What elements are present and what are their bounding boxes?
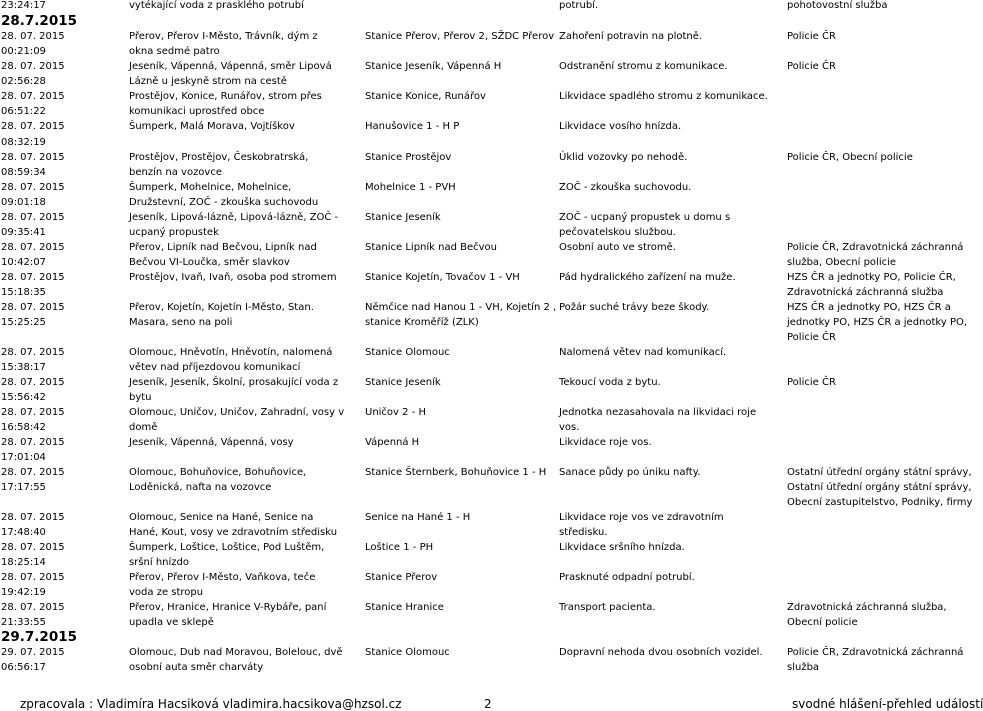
other-agencies-cell: HZS ČR a jednotky PO, HZS ČR a [787, 302, 951, 313]
event-description-cell: Likvidace vosího hnízda. [559, 121, 682, 132]
event-datetime-cell: 28. 07. 2015 [1, 377, 65, 388]
event-datetime-cell: 28. 07. 2015 [1, 242, 65, 253]
other-agencies-cell: Obecní zastupitelstvo, Podniky, firmy [787, 497, 973, 508]
event-description-cell: Odstranění stromu z komunikace. [559, 61, 728, 72]
event-location-cell: vytékající voda z prasklého potrubí [129, 0, 304, 11]
event-datetime-cell: 15:38:17 [1, 362, 46, 373]
event-datetime-cell: 06:56:17 [1, 662, 46, 673]
event-datetime-cell: 08:59:34 [1, 167, 46, 178]
event-description-cell: středisku. [559, 527, 608, 538]
event-location-cell: sršní hnízdo [129, 557, 189, 568]
event-datetime-cell: 18:25:14 [1, 557, 46, 568]
responding-unit-cell: Vápenná H [365, 437, 420, 448]
event-location-cell: Jeseník, Vápenná, Vápenná, vosy [129, 437, 294, 448]
responding-unit-cell: Stanice Hranice [365, 602, 444, 613]
event-datetime-cell: 28. 07. 2015 [1, 572, 65, 583]
event-description-cell: Likvidace roje vos. [559, 437, 652, 448]
other-agencies-cell: pohotovostní služba [787, 0, 888, 11]
event-location-cell: Šumperk, Mohelnice, Mohelnice, [129, 182, 292, 193]
footer-title: svodné hlášení-přehled událostí [792, 697, 983, 711]
other-agencies-cell: Zdravotnická záchranná služba [787, 287, 944, 298]
event-description-cell: Prasknuté odpadní potrubí. [559, 572, 695, 583]
event-location-cell: Šumperk, Malá Morava, Vojtíškov [129, 121, 295, 132]
event-description-cell: Požár suché trávy beze škody. [559, 302, 710, 313]
event-datetime-cell: 28. 07. 2015 [1, 272, 65, 283]
responding-unit-cell: Stanice Jeseník [365, 377, 441, 388]
event-location-cell: komunikaci uprostřed obce [129, 106, 265, 117]
event-datetime-cell: 28. 07. 2015 [1, 121, 65, 132]
other-agencies-cell: Ostatní útřední orgány státní správy, [787, 482, 972, 493]
event-description-cell: Sanace půdy po úniku nafty. [559, 467, 701, 478]
responding-unit-cell: Loštice 1 - PH [365, 542, 434, 553]
event-location-cell: Olomouc, Hněvotín, Hněvotín, nalomená [129, 347, 333, 358]
event-location-cell: Hané, Kout, vosy ve zdravotním středisku [129, 527, 338, 538]
event-location-cell: Přerov, Přerov I-Město, Trávník, dým z [129, 31, 318, 42]
event-datetime-cell: 28. 07. 2015 [1, 467, 65, 478]
event-datetime-cell: 16:58:42 [1, 422, 46, 433]
event-datetime-cell: 29. 07. 2015 [1, 647, 65, 658]
event-location-cell: Olomouc, Bohuňovice, Bohuňovice, [129, 467, 307, 478]
event-location-cell: domě [129, 422, 158, 433]
event-location-cell: Olomouc, Uničov, Uničov, Zahradní, vosy v [129, 407, 345, 418]
event-datetime-cell: 28. 07. 2015 [1, 302, 65, 313]
event-description-cell: Zahoření potravin na plotně. [559, 31, 703, 42]
event-datetime-cell: 09:01:18 [1, 197, 46, 208]
event-description-cell: ZOČ - zkouška suchovodu. [559, 182, 692, 193]
event-datetime-cell: 17:48:40 [1, 527, 46, 538]
responding-unit-cell: Stanice Jeseník [365, 212, 441, 223]
event-location-cell: Jeseník, Vápenná, Vápenná, směr Lipová [129, 61, 332, 72]
event-location-cell: Šumperk, Loštice, Loštice, Pod Luštěm, [129, 542, 325, 553]
responding-unit-cell: Stanice Šternberk, Bohuňovice 1 - H [365, 467, 547, 478]
event-datetime-cell: 28. 07. 2015 [1, 91, 65, 102]
event-location-cell: Jeseník, Jeseník, Školní, prosakující voda z [129, 377, 339, 388]
responding-unit-cell: Stanice Přerov [365, 572, 438, 583]
event-datetime-cell: 28. 07. 2015 [1, 212, 65, 223]
other-agencies-cell: Policie ČR, Zdravotnická záchranná [787, 647, 964, 658]
other-agencies-cell: Ostatní útřední orgány státní správy, [787, 467, 972, 478]
event-location-cell: benzín na vozovce [129, 167, 222, 178]
event-description-cell: potrubí. [559, 0, 599, 11]
event-description-cell: Osobní auto ve stromě. [559, 242, 676, 253]
event-datetime-cell: 28. 07. 2015 [1, 152, 65, 163]
event-datetime-cell: 09:35:41 [1, 227, 46, 238]
other-agencies-cell: Zdravotnická záchranná služba, [787, 602, 947, 613]
other-agencies-cell: Policie ČR [787, 332, 836, 343]
event-datetime-cell: 15:18:35 [1, 287, 46, 298]
footer-page-number: 2 [484, 697, 492, 711]
responding-unit-cell: Stanice Konice, Runářov [365, 91, 486, 102]
event-description-cell: Jednotka nezasahovala na likvidaci roje [559, 407, 757, 418]
event-description-cell: Pád hydralického zařízení na muže. [559, 272, 736, 283]
event-description-cell: Likvidace roje vos ve zdravotním [559, 512, 724, 523]
event-datetime-cell: 02:56:28 [1, 76, 46, 87]
other-agencies-cell: HZS ČR a jednotky PO, Policie ČR, [787, 272, 956, 283]
event-datetime-cell: 28. 07. 2015 [1, 347, 65, 358]
event-datetime-cell: 15:25:25 [1, 317, 46, 328]
event-description-cell: vos. [559, 422, 580, 433]
other-agencies-cell: služba, Obecní policie [787, 257, 897, 268]
event-datetime-cell: 28. 07. 2015 [1, 437, 65, 448]
event-datetime-cell: 28. 07. 2015 [1, 542, 65, 553]
event-datetime-cell: 21:33:55 [1, 617, 46, 628]
event-description-cell: Nalomená větev nad komunikací. [559, 347, 727, 358]
responding-unit-cell: Stanice Olomouc [365, 647, 450, 658]
responding-unit-cell: Stanice Jeseník, Vápenná H [365, 61, 502, 72]
event-location-cell: Prostějov, Ivaň, Ivaň, osoba pod stromem [129, 272, 337, 283]
other-agencies-cell: Policie ČR [787, 61, 836, 72]
responding-unit-cell: Stanice Olomouc [365, 347, 450, 358]
responding-unit-cell: Stanice Prostějov [365, 152, 452, 163]
event-datetime-cell: 28. 07. 2015 [1, 31, 65, 42]
event-location-cell: větev nad příjezdovou komunikací [129, 362, 301, 373]
event-location-cell: Prostějov, Prostějov, Českobratrská, [129, 152, 309, 163]
event-datetime-cell: 15:56:42 [1, 392, 46, 403]
event-location-cell: Masara, seno na poli [129, 317, 233, 328]
event-location-cell: upadla ve sklepě [129, 617, 214, 628]
other-agencies-cell: jednotky PO, HZS ČR a jednotky PO, [787, 317, 968, 328]
responding-unit-cell: stanice Kroměříž (ZLK) [365, 317, 479, 328]
responding-unit-cell: Senice na Hané 1 - H [365, 512, 471, 523]
event-description-cell: ZOČ - ucpaný propustek u domu s [559, 212, 731, 223]
other-agencies-cell: Policie ČR, Obecní policie [787, 152, 913, 163]
responding-unit-cell: Uničov 2 - H [365, 407, 426, 418]
event-location-cell: Prostějov, Konice, Runářov, strom přes [129, 91, 322, 102]
other-agencies-cell: Policie ČR [787, 31, 836, 42]
event-description-cell: Tekoucí voda z bytu. [559, 377, 661, 388]
event-datetime-cell: 28. 07. 2015 [1, 407, 65, 418]
event-datetime-cell: 06:51:22 [1, 106, 46, 117]
responding-unit-cell: Stanice Přerov, Přerov 2, SŽDC Přerov [365, 31, 555, 42]
date-header: 28.7.2015 [1, 13, 78, 29]
event-description-cell: Likvidace spadlého stromu z komunikace. [559, 91, 768, 102]
event-description-cell: Likvidace sršního hnízda. [559, 542, 685, 553]
event-location-cell: bytu [129, 392, 152, 403]
event-location-cell: Jeseník, Lipová-lázně, Lipová-lázně, ZOČ - [129, 212, 339, 223]
event-datetime-cell: 23:24:17 [1, 0, 46, 11]
event-description-cell: Úklid vozovky po nehodě. [559, 152, 688, 163]
other-agencies-cell: Policie ČR, Zdravotnická záchranná [787, 242, 964, 253]
event-location-cell: Olomouc, Dub nad Moravou, Bolelouc, dvě [129, 647, 343, 658]
event-description-cell: Transport pacienta. [559, 602, 656, 613]
event-location-cell: Přerov, Lipník nad Bečvou, Lipník nad [129, 242, 317, 253]
event-datetime-cell: 28. 07. 2015 [1, 512, 65, 523]
event-datetime-cell: 10:42:07 [1, 257, 46, 268]
event-location-cell: ucpaný propustek [129, 227, 219, 238]
event-location-cell: Olomouc, Senice na Hané, Senice na [129, 512, 314, 523]
responding-unit-cell: Hanušovice 1 - H P [365, 121, 460, 132]
event-location-cell: osobní auta směr charváty [129, 662, 264, 673]
date-header: 29.7.2015 [1, 629, 78, 645]
event-location-cell: Přerov, Kojetín, Kojetín I-Město, Stan. [129, 302, 314, 313]
other-agencies-cell: Obecní policie [787, 617, 858, 628]
event-location-cell: Přerov, Přerov I-Město, Vaňkova, teče [129, 572, 316, 583]
responding-unit-cell: Stanice Lipník nad Bečvou [365, 242, 498, 253]
event-location-cell: Lázně u jeskyně strom na cestě [129, 76, 287, 87]
event-description-cell: pečovatelskou službou. [559, 227, 676, 238]
event-datetime-cell: 08:32:19 [1, 137, 46, 148]
event-datetime-cell: 00:21:09 [1, 46, 46, 57]
event-datetime-cell: 28. 07. 2015 [1, 182, 65, 193]
event-location-cell: Přerov, Hranice, Hranice V-Rybáře, paní [129, 602, 327, 613]
event-location-cell: Družstevní, ZOČ - zkouška suchovodu [129, 197, 319, 208]
other-agencies-cell: služba [787, 662, 820, 673]
event-location-cell: voda ze stropu [129, 587, 204, 598]
responding-unit-cell: Mohelnice 1 - PVH [365, 182, 456, 193]
event-description-cell: Dopravní nehoda dvou osobních vozidel. [559, 647, 763, 658]
event-datetime-cell: 28. 07. 2015 [1, 602, 65, 613]
event-datetime-cell: 17:01:04 [1, 452, 46, 463]
responding-unit-cell: Stanice Kojetín, Tovačov 1 - VH [365, 272, 520, 283]
event-datetime-cell: 28. 07. 2015 [1, 61, 65, 72]
footer-author: zpracovala : Vladimíra Hacsiková vladimira.hacsikova@hzsol.cz [20, 697, 402, 711]
event-datetime-cell: 17:17:55 [1, 482, 46, 493]
event-location-cell: okna sedmé patro [129, 46, 220, 57]
event-location-cell: Bečvou VI-Loučka, směr slavkov [129, 257, 290, 268]
responding-unit-cell: Němčice nad Hanou 1 - VH, Kojetín 2 , [365, 302, 557, 313]
other-agencies-cell: Policie ČR [787, 377, 836, 388]
event-location-cell: Loděnická, nafta na vozovce [129, 482, 272, 493]
event-datetime-cell: 19:42:19 [1, 587, 46, 598]
